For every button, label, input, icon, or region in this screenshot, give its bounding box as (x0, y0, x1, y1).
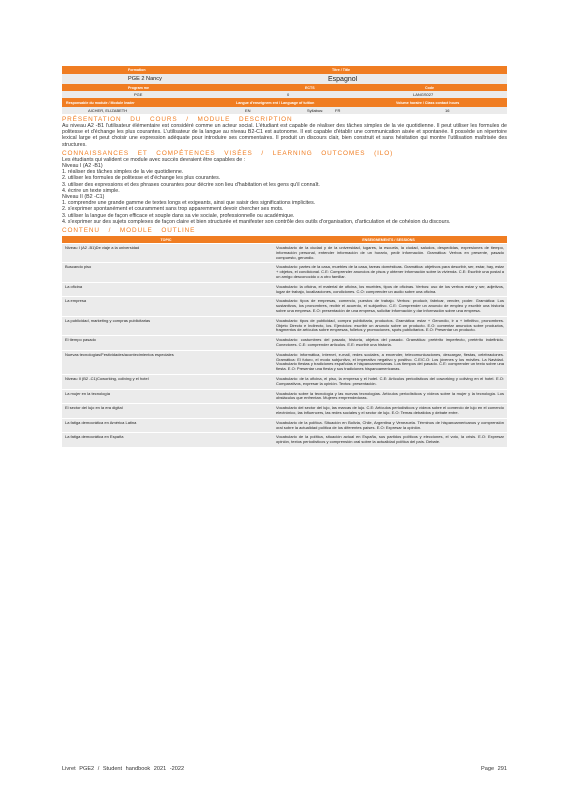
outcome-item: Niveau I (A2 -B1) (62, 163, 103, 170)
topic-column-header: TOPIC (160, 237, 172, 242)
volume-value: 16 (445, 108, 450, 113)
module-leader-value: AICHER, ELIZABETH (88, 108, 128, 113)
content-section (62, 227, 507, 447)
sessions-cell: Vocabulario de la política. Situación en Bolivia, Chile, Argentina y Venezuela. Términos de hispanoamericanos y comprensión oral sobre la actualidad política de los diferentes países. E.O: Expresar la opinión. (276, 419, 504, 430)
table-row (62, 389, 507, 404)
outcome-item: 2. s'exprimer spontanément et couramment sans trop apparemment devoir chercher ses mots. (62, 206, 284, 213)
sessions-cell: Vocabulario: tipos de publicidad, compra publicitaria, productos. Gramática: estar + Gerundio, ir a + infinitivo, pronombres. Objeto Directo e Indirecto, los. Ejercicios: escribir un anuncio sobre un producto. E.O: comentar anuncios sobre productos, fragmentos de artículos sobre empresas, folletos y promociones, spots publicitarios. E.O: Presentar un producto. (276, 317, 504, 333)
formation-label: Formation (128, 68, 146, 72)
topic-cell: La fatiga democrática en América Latina (65, 419, 137, 425)
sessions-cell: Vocabulario de la ciudad y de la universidad, lugares, la escuela, la ciudad, saludos, despedidas, expresiones de tiempo, información personal, entender información de un horario, pedir información. Gramática: Verbos en presente, pasado compuesto, gerundio. (276, 245, 504, 260)
presentation-heading: PRÉSENTATION DU COURS / MODULE DESCRIPTION (62, 116, 293, 123)
outcome-item: 2. utiliser les formules de politesse et d'échange les plus courantes. (62, 175, 221, 182)
module-leader-label: Responsable du module / Module leader (66, 100, 135, 105)
syllabus-value: FR (335, 108, 341, 113)
sessions-cell: Vocabulario: de la oficina, el piso, la empresa y el hotel. C.E: Artículos periodísticos del coworking y coliving en el hotel. E.O: Comparativos, expresar la opinión. Textos: presentación. (276, 375, 504, 386)
title-label: Titre / Title (332, 68, 351, 72)
topic-cell: El sector del lujo en la era digital (65, 405, 123, 411)
table-row (62, 432, 507, 447)
topic-cell: Nuevas tecnologías/Festividades/acontecimientos especiales (65, 351, 174, 357)
content-heading: CONTENU / MODULE OUTLINE (62, 227, 196, 235)
sessions-cell: Vocabulario: costumbres del pasado, historia, objetos del pasado. Gramática: pretérito imperfecto, pretérito indefinido. Conectores. C.E: comprender artículos. E.E: escribir una historia. (276, 337, 504, 347)
table-row (62, 282, 507, 297)
outcome-item: 4. s'exprimer sur des sujets complexes de façon claire et bien structurée et manifester son contrôle des outils d'organisation, d'articulation et de cohésion du discours. (62, 218, 451, 225)
outcomes-section (62, 150, 507, 225)
page-footer (62, 766, 507, 772)
sessions-cell: Vocabulario: informática, internet, e-mail, redes sociales, a encender, telecomunicaciones, descargar, fiestas, celebraciones. Gramática: El futuro, el modo subjuntivo, el imperativo negativo y positivo. C.E/C.O: Los jóvenes y los móviles. La Navidad. Vocabulario fiestas y tradiciones españolas e hispanoamericanas. Los tiempos del pasado. C.E: comprender un texto sobre una fiesta. E.O: Presentar una fiesta y sus tradiciones hispanoamericanas. (276, 351, 504, 372)
sessions-cell: Vocabulario: la oficina, el material de oficina, los muebles, tipos de oficinas. Verbos: uso de los verbos estar y ser, adjetivos, lugar de trabajo, localizaciones, condiciones. C.O: comprender un audio sobre una oficina. (276, 283, 504, 294)
header-row-labels-2 (62, 84, 507, 91)
program-value: PGE (134, 92, 143, 97)
outcome-item: 4. écrire un texte simple. (62, 187, 120, 194)
outcome-item: Niveau II (B2 -C1) (62, 194, 105, 201)
topic-cell: La oficina (65, 283, 83, 289)
sessions-cell: Vocabulario: partes de la casa, muebles de la casa, tareas domésticas. Gramática: objetivos para describir, ser, estar, hay, estar + objetos, el condicional. C.E: Comprender anuncios de pisos y obtener información sobre la vivienda. C.E: Escribir una postal a un amigo desconocido o a otro familiar. (276, 264, 504, 280)
presentation-section (62, 116, 507, 148)
code-label: Code (425, 85, 434, 90)
topic-cell: La publicidad, marketing y compras publicitarias (65, 317, 151, 323)
topic-cell: La fatiga democrática en España (65, 434, 124, 440)
syllabus-label: Syllabus: (307, 108, 324, 113)
ects-label: ECTS (305, 85, 315, 90)
topic-cell: La mujer en la tecnología (65, 390, 110, 396)
code-value: LANGS027 (413, 92, 434, 97)
content-table-body (62, 243, 507, 447)
outcomes-list (62, 163, 507, 225)
outcome-item: 1. réaliser des tâches simples de la vie quotidienne. (62, 169, 184, 176)
formation-value: PGE 2 Nancy (128, 76, 162, 82)
header-row-labels-1 (62, 66, 507, 74)
table-row (62, 418, 507, 433)
presentation-text: Au niveau A2 -B1 l'utilisateur élémentaire est considéré comme un acteur social. L'étudiant est capable de réaliser des tâches simples de la vie quotidienne. Il peut utiliser les formules de politesse et d'échange les plus courantes. L'utilisateur de la langue au niveau B2-C1 est autonome. Il est capable d'établir une communication aisée et spontanée. Il possède un répertoire lexical large et peut choisir une expression adéquate pour introduire ses commentaires. Il produit un discours clair, bien construit et sans hésitation qui montre l'utilisation maîtrisée des structures. (62, 123, 507, 148)
outcome-item: 1. comprendre une grande gamme de textes longs et exigeants, ainsi que saisir des significations implicites. (62, 200, 316, 207)
footer-handbook-label: Livret PGE2 / Student handbook 2021 -2022 (62, 766, 185, 772)
header-row-labels-3 (62, 98, 507, 107)
language-label: Langue d'enseignem ent / Language of tuition (236, 100, 315, 105)
teaching-column-header: ENSEIGNEMENTS / SESSIONS (362, 237, 415, 242)
topic-cell: La empresa (65, 298, 87, 304)
program-label: Program me (128, 85, 149, 90)
language-value: EN (245, 108, 251, 113)
sessions-cell: Vocabulario de la política, situación actual en España, sus partidos políticos y elecciones, el voto, la crisis. E.O: Expresar opinión, textos periodísticos y comprensión oral sobre la actualidad política del país. Debate. (276, 434, 504, 445)
topic-cell: Buscando piso (65, 264, 92, 270)
content-table-header (62, 236, 507, 243)
sessions-cell: Vocabulario sobre la tecnología y las nuevas tecnologías. Artículos periodísticos y vídeos sobre la mujer y la tecnología. Los obstáculos que enfrentan. Mujeres emprendedoras. (276, 390, 504, 401)
topic-cell: Niveau I (A2 -B1)De viaje a la universidad (65, 245, 140, 251)
outcome-item: 3. utiliser la langue de façon efficace et souple dans sa vie sociale, professionnelle ou académique. (62, 212, 295, 219)
topic-cell: Niveau II (B2 -C1)Coworking, coliving y el hotel (65, 375, 149, 381)
table-row (62, 296, 507, 315)
table-row (62, 335, 507, 350)
table-row (62, 350, 507, 374)
table-row (62, 262, 507, 281)
header-row-values-2 (62, 91, 507, 98)
table-row (62, 316, 507, 335)
table-row (62, 243, 507, 262)
outcomes-intro: Les étudiants qui valident ce module avec succès devraient être capables de : (62, 156, 246, 163)
table-row (62, 403, 507, 418)
outcome-item: 3. utiliser des expressions et des phrases courantes pour décrire son lieu d'habitation et les gens qu'il connaît. (62, 181, 320, 188)
sessions-cell: Vocabulario: tipos de empresas, comercio, puestos de trabajo. Verbos: producir, fabricar, vender, poder. Gramática: Los sustantivos, los pronombres, recibir el acuerdo, el subjuntivo. C.E: Comprender un anuncio de empleo y escribir una historia sobre una empresa. E.O: presentación de una empresa, solicitar información y dar información sobre una empresa. (276, 298, 504, 314)
outcomes-heading: CONNAISSANCES ET COMPÉTENCES VISÉES / LEARNING OUTCOMES (ILO) (62, 149, 394, 157)
volume-label: Volume horaire / Class contact hours (396, 100, 460, 105)
ects-value: 0 (287, 92, 290, 97)
title-value: Espagnol (328, 75, 358, 83)
syllabus-page (62, 66, 507, 448)
footer-page-number: Page 291 (481, 766, 507, 772)
header-row-values-3 (62, 107, 507, 114)
topic-cell: El tiempo pasado (65, 337, 96, 343)
sessions-cell: Vocabulario del sector del lujo, las marcas de lujo. C.E: Artículos periodísticos y vídeos sobre el comercio de lujo en el comercio electrónico, las influencers, las redes sociales y el sector de lujo. E.O: Temas debatidos y debate entre. (276, 405, 504, 415)
header-row-values-1 (62, 74, 507, 84)
table-row (62, 374, 507, 389)
